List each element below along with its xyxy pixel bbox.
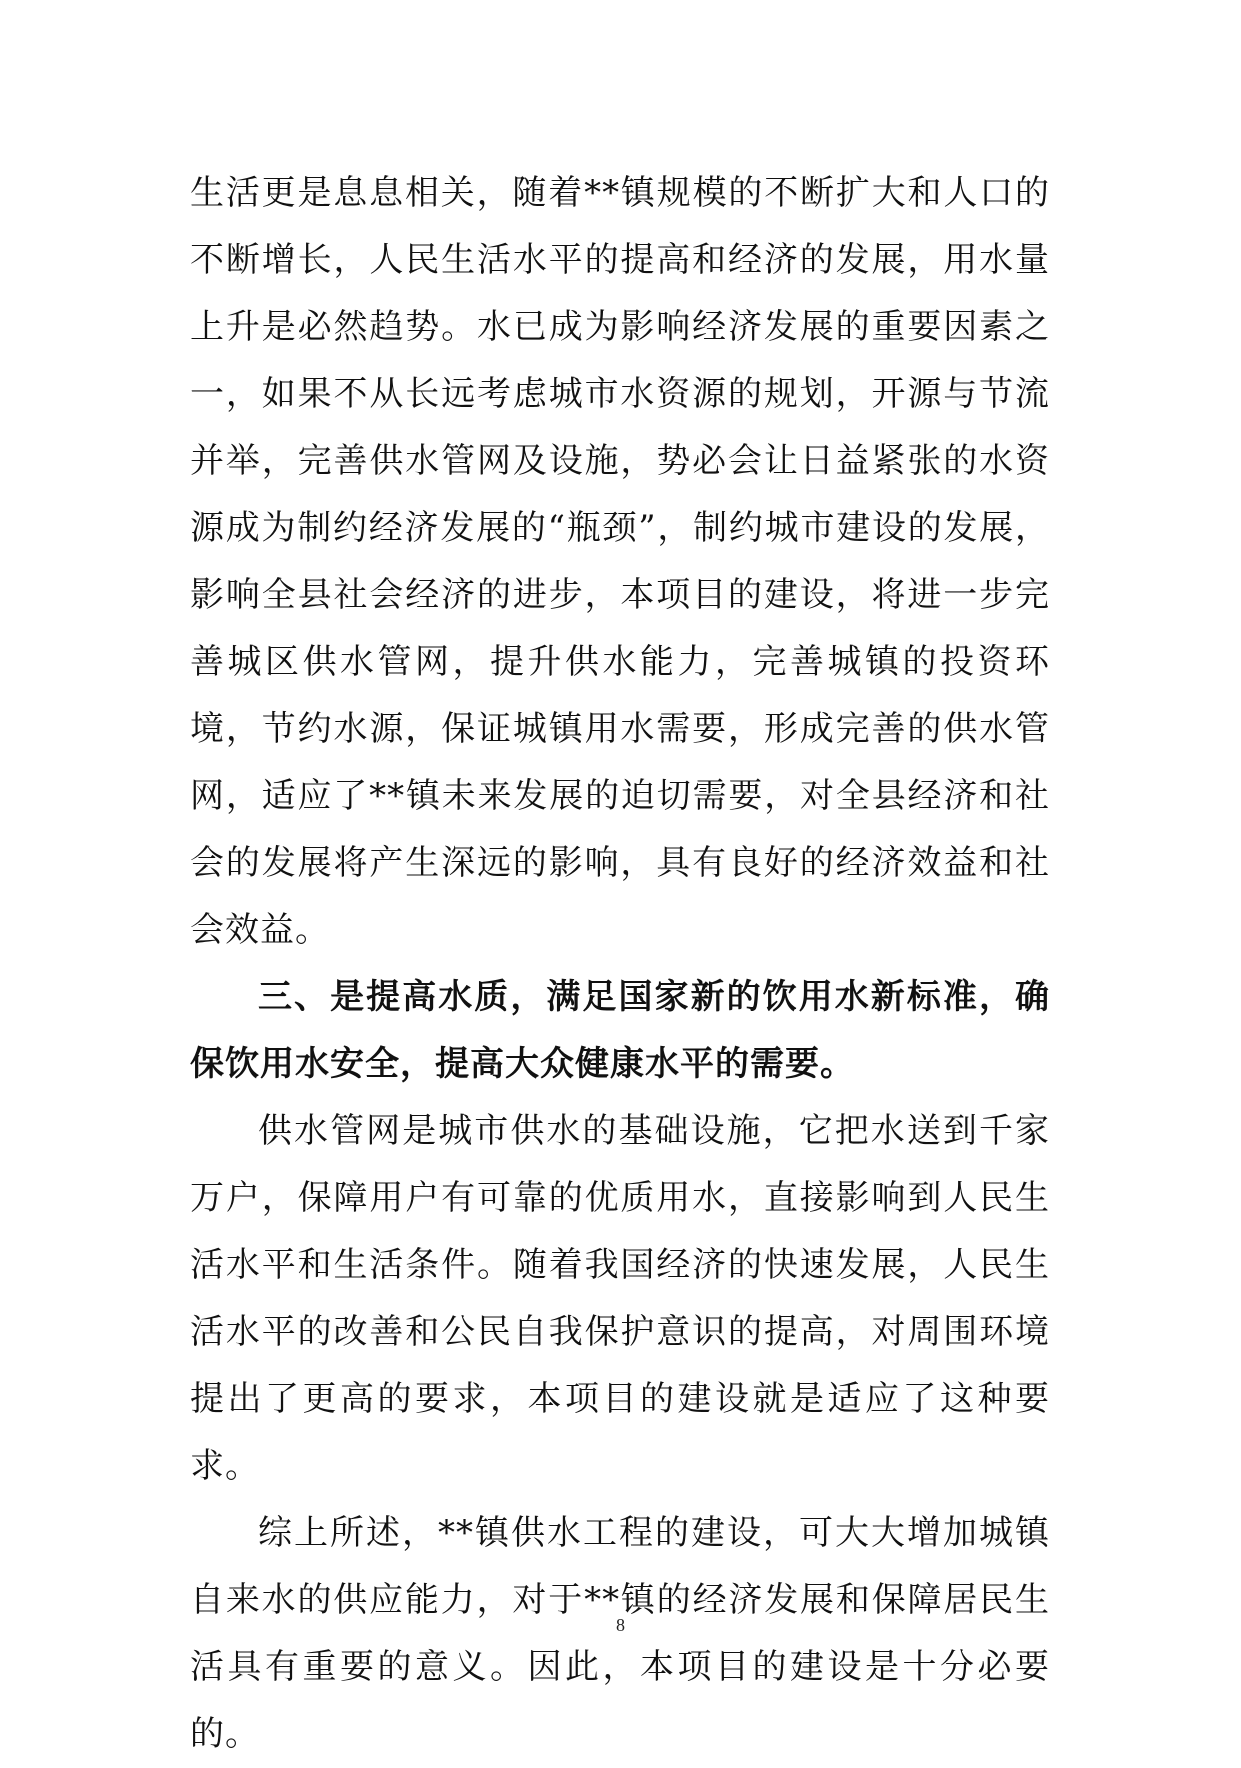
document-body (190, 160, 1050, 1768)
body-paragraph-conclusion: 综上所述，**镇供水工程的建设，可大大增加城镇自来水的供应能力，对于**镇的经济发展和保障居民生活具有重要的意义。因此，本项目的建设是十分必要的。 (190, 1513, 1050, 1754)
section-heading-three: 三、是提高水质，满足国家新的饮用水新标准，确保饮用水安全，提高大众健康水平的需要。 (190, 977, 1050, 1084)
body-paragraph-continued: 生活更是息息相关，随着**镇规模的不断扩大和人口的不断增长，人民生活水平的提高和经济的发展，用水量上升是必然趋势。水已成为影响经济发展的重要因素之一，如果不从长远考虑城市水资源的规划，开源与节流并举，完善供水管网及设施，势必会让日益紧张的水资源成为制约经济发展的“瓶颈”，制约城市建设的发展，影响全县社会经济的进步，本项目的建设，将进一步完善城区供水管网，提升供水能力，完善城镇的投资环境，节约水源，保证城镇用水需要，形成完善的供水管网，适应了**镇未来发展的迫切需要，对全县经济和社会的发展将产生深远的影响，具有良好的经济效益和社会效益。 (190, 173, 1050, 950)
page-number: 8 (616, 1615, 625, 1635)
body-paragraph-pipe-network: 供水管网是城市供水的基础设施，它把水送到千家万户，保障用户有可靠的优质用水，直接影响到人民生活水平和生活条件。随着我国经济的快速发展，人民生活水平的改善和公民自我保护意识的提高，对周围环境提出了更高的要求，本项目的建设就是适应了这种要求。 (190, 1111, 1050, 1486)
